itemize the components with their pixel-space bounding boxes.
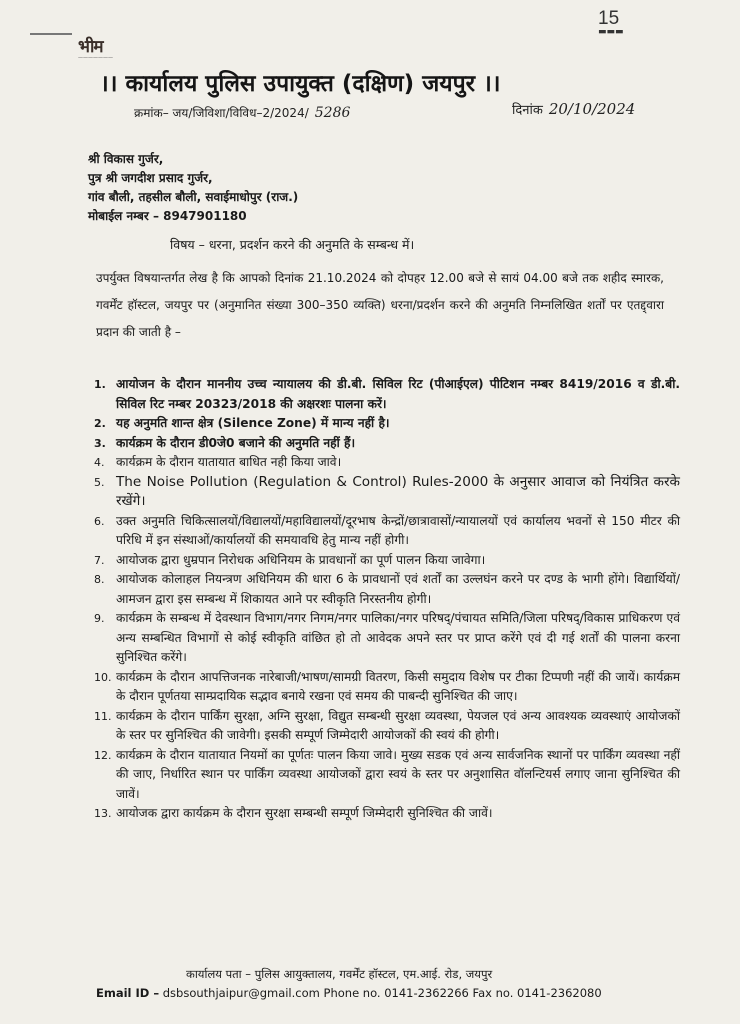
condition-item: 8. आयोजक कोलाहल नियन्त्रण अधिनियम की धारा 6 के प्रावधानों एवं शर्तों का उल्लघंन करने पर दण्ड के भागी होंगे। विद्यार्थियों/आमजन द्वारा इस सम्बन्ध में शिकायत आने पर स्वीकृति निरस्तनीय होगी।	[94, 572, 680, 606]
office-title: ।। कार्यालय पुलिस उपायुक्त (दक्षिण) जयपुर ।।	[100, 71, 501, 97]
recipient-name: श्री विकास गुर्जर,	[88, 152, 164, 166]
recipient-mobile: मोबाईल नम्बर – 8947901180	[88, 209, 247, 223]
logo-text: भीम	[78, 37, 103, 57]
reference-label: क्रमांक– जय/जिविशा/विविध–2/2024/	[134, 106, 309, 120]
date-value: 20/10/2024	[548, 100, 636, 118]
condition-item: 4. कार्यक्रम के दौरान यातायात बाधित नही किया जावे।	[94, 455, 342, 469]
condition-item: 9. कार्यक्रम के सम्बन्ध में देवस्थान विभाग/नगर निगम/नगर पालिका/नगर परिषद्/पंचायत समिति/जिला परिषद्/विकास प्राधिकरण एवं अन्य सम्बन्धित विभागों से कोई स्वीकृति वांछित हो तो आवेदक अपने स्तर पर प्राप्त करेंगे एवं दी गई शर्तों की पालना करना सुनिश्चित करेंगे।	[94, 611, 680, 664]
reference-number: 5286	[314, 105, 351, 121]
date-label: दिनांक	[512, 103, 543, 118]
condition-item: 5. The Noise Pollution (Regulation & Control) Rules-2000 के अनुसार आवाज को नियंत्रित करके रखेंगे।	[94, 473, 680, 509]
condition-item: 1. आयोजन के दौरान माननीय उच्च न्यायालय की डी.बी. सिविल रिट (पीआईएल) पीटिशन नम्बर 8419/2016 व डी.बी. सिविल रिट नम्बर 20323/2018 की अक्षरशः पालना करें।	[94, 377, 680, 411]
date-line	[512, 100, 635, 118]
bheem-logo	[78, 34, 124, 64]
stamp-scribble: ▬▬▬	[598, 27, 624, 37]
condition-item: 6. उक्त अनुमति चिकित्सालयों/विद्यालयों/महाविद्यालयों/दूरभाष केन्द्रों/छात्रावासों/न्यायालयों एवं कार्यालय भवनों से 150 मीटर की परिधि में इन संस्थाओं/कार्यालयों की समयावधि हेतु मान्य नहीं होगी।	[94, 513, 680, 547]
recipient-address	[88, 150, 298, 226]
received-stamp	[598, 8, 644, 48]
condition-item: 13. आयोजक द्वारा कार्यक्रम के दौरान सुरक्षा सम्बन्धी सम्पूर्ण जिम्मेदारी सुनिश्चित की जावें।	[94, 806, 493, 820]
condition-item: 7. आयोजक द्वारा धुम्रपान निरोधक अधिनियम के प्रावधानों का पूर्ण पालन किया जावेगा।	[94, 552, 486, 567]
conditions-list	[94, 375, 680, 824]
phone-value: Phone no. 0141-2362266	[323, 986, 469, 1000]
office-address: कार्यालय पता – पुलिस आयुक्तालय, गवर्मेंट हॉस्टल, एम.आई. रोड, जयपुर	[186, 967, 493, 981]
body-paragraph: उपर्युक्त विषयान्तर्गत लेख है कि आपको दिनांक 21.10.2024 को दोपहर 12.00 बजे से सायं 04.00 बजे तक शहीद स्मारक, गवर्मेंट हॉस्टल, जयपुर पर (अनुमानित संख्या 300–350 व्यक्ति) धरना/प्रदर्शन करने की अनुमति निम्नलिखित शर्तों पर एतद्द्वारा प्रदान की जाती है –	[96, 271, 664, 339]
condition-item: 11. कार्यक्रम के दौरान पार्किंग सुरक्षा, अग्नि सुरक्षा, विद्युत सम्बन्धी सुरक्षा व्यवस्था, पेयजल एवं अन्य आवश्यक व्यवस्थाएं आयोजकों के स्तर पर सुनिश्चित की जावेगी। इसकी सम्पूर्ण जिम्मेदारी आयोजकों की स्वयं की होगी।	[94, 708, 680, 742]
recipient-village: गांव बौली, तहसील बौली, सवाईमाधोपुर (राज.)	[88, 190, 299, 204]
condition-item: 10. कार्यक्रम के दौरान आपत्तिजनक नारेबाजी/भाषण/सामग्री वितरण, किसी समुदाय विशेष पर टीका टिप्पणी नहीं की जायें। कार्यक्रम के दौरान पूर्णतया साम्प्रदायिक सद्भाव बनाये रखना एवं समय की पाबन्दी सुनिश्चित की जाए।	[94, 669, 680, 703]
stamp-number: 15	[598, 8, 620, 29]
corner-mark	[30, 33, 72, 35]
email-label: Email ID –	[96, 986, 160, 1000]
condition-item: 12. कार्यक्रम के दौरान यातायात नियमों का पूर्णतः पालन किया जावे। मुख्य सडक एवं अन्य सार्वजनिक स्थानों पर पार्किंग व्यवस्था नहीं की जाए, निर्धारित स्थान पर पार्किंग व्यवस्था आयोजकों द्वारा स्वयं के स्तर पर अनुशासित वॉलन्टियर्स लगाए जाना सुनिश्चित की जावें।	[94, 747, 680, 801]
email-value: dsbsouthjaipur@gmail.com	[162, 986, 320, 1000]
recipient-father: पुत्र श्री जगदीश प्रसाद गुर्जर,	[88, 171, 213, 185]
subject-line: विषय – धरना, प्रदर्शन करने की अनुमति के सम्बन्ध में।	[170, 237, 415, 252]
condition-item: 3. कार्यक्रम के दौरान डी0जे0 बजाने की अनुमति नहीं हैं।	[94, 435, 356, 450]
contact-line	[96, 984, 696, 1003]
fax-value: Fax no. 0141-2362080	[472, 986, 602, 1000]
reference-line	[134, 104, 350, 121]
condition-item: 2. यह अनुमति शान्त क्षेत्र (Silence Zone) में मान्य नहीं है।	[94, 416, 390, 430]
logo-tagline-graphic: ———————	[78, 55, 113, 61]
footer	[96, 965, 696, 1003]
